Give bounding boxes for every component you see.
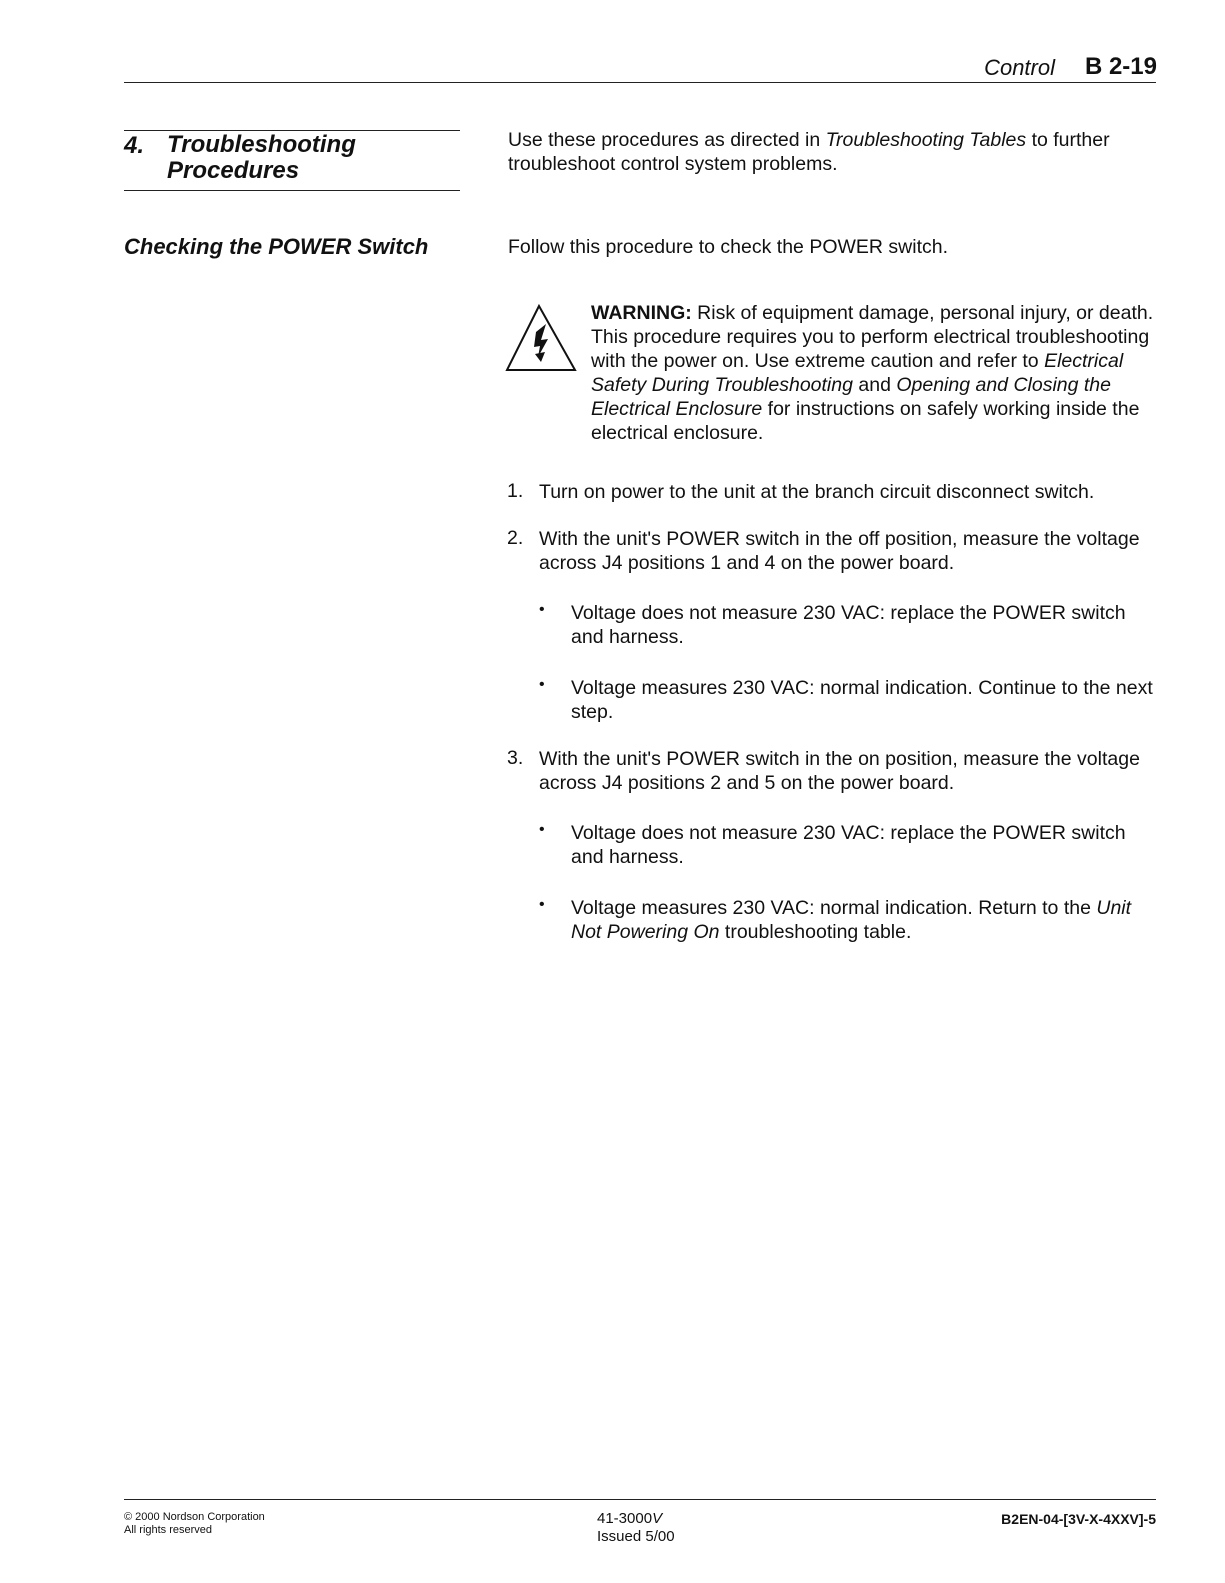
warning-label: WARNING: <box>591 302 692 324</box>
bullet-reference: Unit Not Powering On <box>571 897 1132 943</box>
subsection-intro: Follow this procedure to check the POWER switch. <box>508 236 948 258</box>
step-text: With the unit's POWER switch in the on position, measure the voltage across J4 positions 2 and 5 on the power board. <box>539 748 1140 794</box>
part-revision: V <box>652 1510 663 1527</box>
warning-reference-1: Electrical Safety During Troubleshooting <box>591 350 1124 396</box>
step-text: Turn on power to the unit at the branch circuit disconnect switch. <box>539 481 1095 503</box>
warning-text <box>591 301 1156 445</box>
bullet-text <box>571 896 1161 944</box>
part-number: 41-3000 <box>597 1510 653 1527</box>
bullet-icon: • <box>539 896 545 913</box>
section-title-line1: Troubleshooting <box>167 131 356 158</box>
section-intro <box>508 128 1158 176</box>
copyright-text: © 2000 Nordson Corporation <box>124 1511 265 1523</box>
section-number: 4. <box>124 132 145 159</box>
footer-copyright <box>124 1511 265 1537</box>
footer-part-info <box>597 1510 675 1546</box>
bullet-text: Voltage does not measure 230 VAC: replace the POWER switch and harness. <box>571 822 1126 868</box>
section-title-line2: Procedures <box>167 157 300 184</box>
header-section-title: Control <box>984 55 1055 80</box>
step-number: 3. <box>507 747 524 769</box>
step-number: 1. <box>507 480 524 502</box>
intro-text-end: to further troubleshoot control system problems. <box>508 129 1110 175</box>
section-heading-rule-bottom <box>124 190 460 191</box>
bullet-text: Voltage does not measure 230 VAC: replace the POWER switch and harness. <box>571 602 1126 648</box>
electrical-hazard-warning-icon <box>505 302 585 374</box>
bullet-icon: • <box>539 601 545 618</box>
warning-body-3: for instructions on safely working inside the electrical enclosure. <box>591 398 1140 444</box>
warning-body: Risk of equipment damage, personal injury, or death. This procedure requires you to perform electrical troubleshooting with the power on. Use extreme caution and refer to <box>591 302 1154 372</box>
subsection-title: Checking the POWER Switch <box>124 234 429 259</box>
header-page-number: B 2-19 <box>1084 53 1157 80</box>
bullet-text-end: troubleshooting table. <box>719 921 912 943</box>
bullet-icon: • <box>539 821 545 838</box>
bullet-text: Voltage measures 230 VAC: normal indication. Continue to the next step. <box>571 677 1153 723</box>
section-title <box>167 132 356 184</box>
warning-body-2: and <box>852 374 897 396</box>
step-text: With the unit's POWER switch in the off position, measure the voltage across J4 positions 1 and 4 on the power board. <box>539 528 1140 574</box>
footer-document-id: B2EN-04-[3V-X-4XXV]-5 <box>1001 1511 1156 1527</box>
rights-text: All rights reserved <box>124 1524 213 1536</box>
intro-text: Use these procedures as directed in <box>508 129 826 151</box>
step-number: 2. <box>507 527 524 549</box>
header-rule <box>124 82 1156 83</box>
footer-rule <box>124 1499 1156 1500</box>
issue-date: Issued 5/00 <box>597 1528 675 1545</box>
bullet-icon: • <box>539 676 545 693</box>
bullet-text-start: Voltage measures 230 VAC: normal indication. Return to the <box>571 897 1097 919</box>
warning-reference-2: Opening and Closing the Electrical Enclosure <box>591 374 1111 420</box>
intro-reference: Troubleshooting Tables <box>825 129 1027 151</box>
